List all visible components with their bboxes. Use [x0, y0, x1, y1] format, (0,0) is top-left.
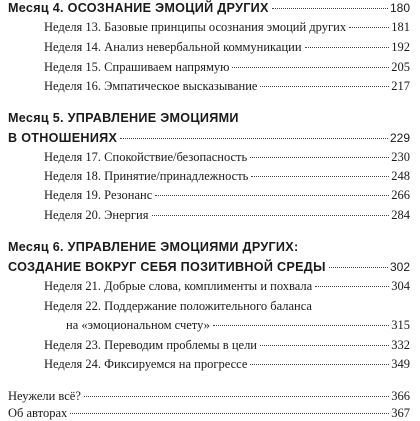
week-24-page: 349	[391, 357, 410, 371]
week-22-label-line-1: Неделя 22. Поддержание положительного баланса	[44, 299, 312, 313]
week-19-label: Неделя 19. Резонанс	[44, 188, 153, 202]
dot-leader	[120, 137, 388, 139]
month-6-page: 302	[389, 260, 410, 274]
week-24-label: Неделя 24. Фиксируемся на прогрессе	[44, 357, 248, 371]
about-authors-label: Об авторах	[8, 406, 68, 420]
week-18-page: 248	[391, 169, 410, 183]
week-15-page: 205	[391, 60, 410, 74]
month-5-page: 229	[389, 131, 410, 145]
dot-leader	[329, 266, 388, 268]
toc-entry-afterword[interactable]	[8, 388, 410, 404]
dot-leader	[272, 7, 388, 9]
week-20-page: 284	[391, 208, 410, 222]
week-20-label: Неделя 20. Энергия	[44, 208, 149, 222]
week-16-label: Неделя 16. Эмпатическое высказывание	[44, 79, 258, 93]
dot-leader	[251, 175, 389, 177]
toc-entry-week-14[interactable]	[44, 39, 410, 55]
dot-leader	[260, 85, 389, 87]
toc-entry-week-24[interactable]	[44, 356, 410, 372]
week-18-label: Неделя 18. Принятие/принадлежность	[44, 169, 249, 183]
month-6-title-line-2: СОЗДАНИЕ ВОКРУГ СЕБЯ ПОЗИТИВНОЙ СРЕДЫ	[8, 260, 326, 274]
week-13-label: Неделя 13. Базовые принципы осознания эмоций других	[44, 20, 347, 34]
month-4-title: Месяц 4. ОСОЗНАНИЕ ЭМОЦИЙ ДРУГИХ	[8, 1, 269, 15]
dot-leader	[152, 214, 390, 216]
week-21-page: 304	[391, 279, 410, 293]
week-15-label: Неделя 15. Спрашиваем напрямую	[44, 60, 230, 74]
dot-leader	[70, 412, 389, 414]
week-17-label: Неделя 17. Спокойствие/безопасность	[44, 150, 248, 164]
toc-entry-month-4[interactable]	[8, 0, 410, 16]
dot-leader	[250, 363, 389, 365]
month-4-page: 180	[389, 1, 410, 15]
dot-leader	[213, 324, 389, 326]
toc-entry-week-16[interactable]	[44, 78, 410, 94]
toc-entry-week-21[interactable]	[44, 278, 410, 294]
dot-leader	[84, 395, 389, 397]
week-19-page: 266	[391, 188, 410, 202]
week-21-label: Неделя 21. Добрые слова, комплименты и похвала	[44, 279, 313, 293]
dot-leader	[260, 344, 389, 346]
toc-entry-about-authors[interactable]	[8, 405, 410, 421]
toc-entry-week-20[interactable]	[44, 207, 410, 223]
dot-leader	[232, 66, 389, 68]
toc-entry-month-6[interactable]	[8, 259, 410, 275]
dot-leader	[349, 26, 389, 28]
afterword-page: 366	[391, 389, 410, 403]
toc-entry-week-19[interactable]	[44, 187, 410, 203]
month-5-title-line-2: В ОТНОШЕНИЯХ	[8, 131, 118, 145]
toc-entry-week-23[interactable]	[44, 337, 410, 353]
week-22-page: 315	[391, 318, 410, 332]
month-6-title-line-1: Месяц 6. УПРАВЛЕНИЕ ЭМОЦИЯМИ ДРУГИХ:	[8, 240, 299, 254]
week-16-page: 217	[391, 79, 410, 93]
week-14-page: 192	[391, 40, 410, 54]
toc-entry-month-5[interactable]	[8, 130, 410, 146]
week-13-page: 181	[391, 20, 410, 34]
week-23-page: 332	[391, 338, 410, 352]
toc-entry-week-13[interactable]	[44, 19, 410, 35]
about-authors-page: 367	[391, 406, 410, 420]
dot-leader	[305, 46, 390, 48]
week-22-label-line-2: на «эмоциональном счету»	[66, 318, 210, 332]
toc-entry-week-22[interactable]	[66, 317, 410, 333]
dot-leader	[250, 156, 389, 158]
dot-leader	[315, 285, 389, 287]
dot-leader	[155, 194, 389, 196]
toc-entry-week-18[interactable]	[44, 168, 410, 184]
toc-entry-week-17[interactable]	[44, 149, 410, 165]
toc-entry-week-15[interactable]	[44, 59, 410, 75]
week-17-page: 230	[391, 150, 410, 164]
afterword-label: Неужели всё?	[8, 389, 81, 403]
week-14-label: Неделя 14. Анализ невербальной коммуникации	[44, 40, 302, 54]
month-5-title-line-1: Месяц 5. УПРАВЛЕНИЕ ЭМОЦИЯМИ	[8, 111, 239, 125]
week-23-label: Неделя 23. Переводим проблемы в цели	[44, 338, 257, 352]
